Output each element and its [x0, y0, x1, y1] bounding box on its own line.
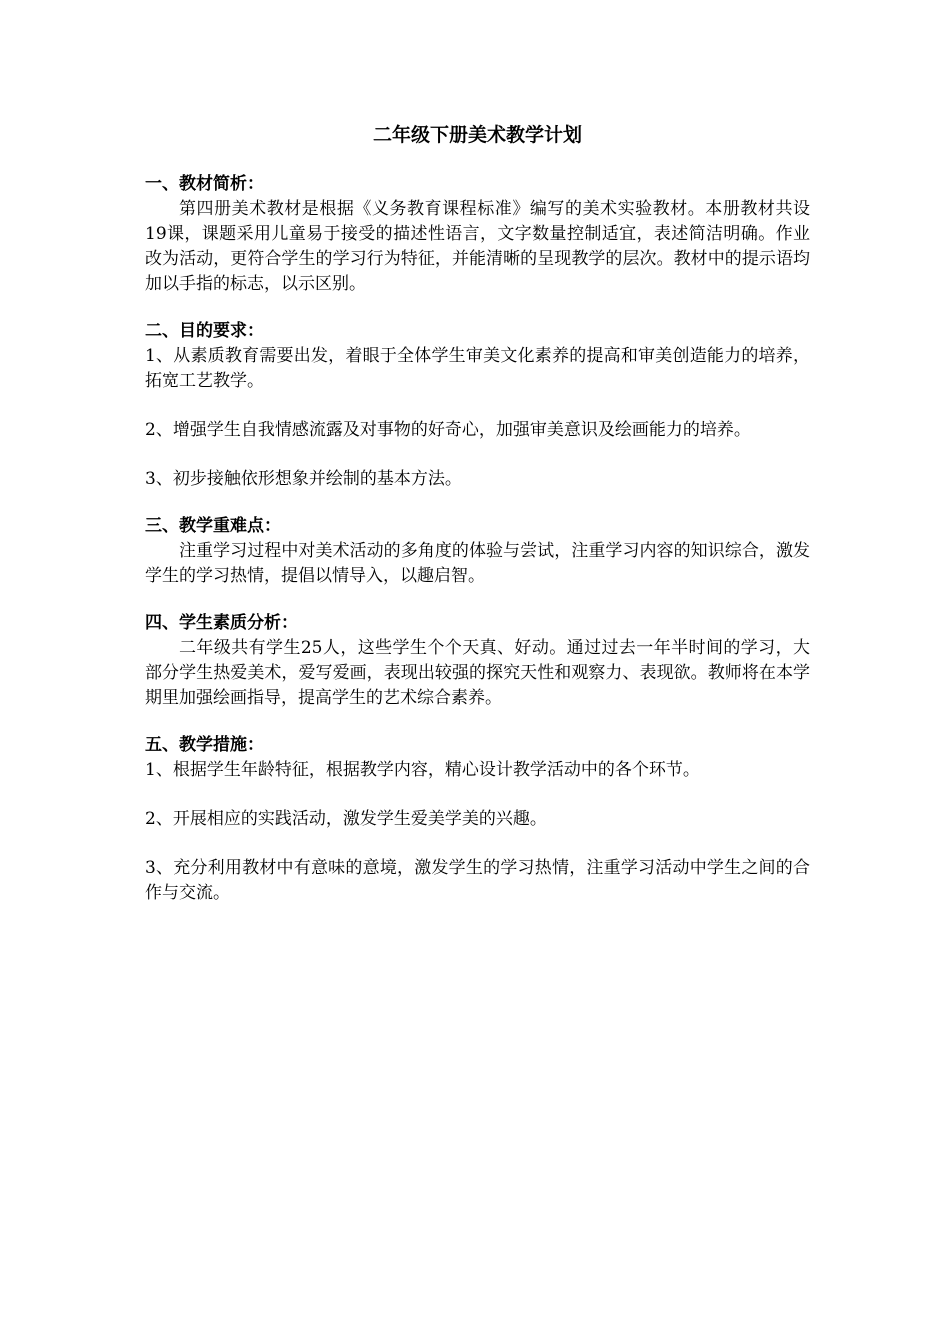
list-item: 1、从素质教育需要出发，着眼于全体学生审美文化素养的提高和审美创造能力的培养，拓宽工艺教学。	[145, 346, 810, 391]
list-item: 2、增强学生自我情感流露及对事物的好奇心，加强审美意识及绘画能力的培养。	[145, 420, 751, 440]
section-teaching-measures	[145, 733, 810, 906]
document-page	[145, 120, 810, 928]
section-key-points	[145, 514, 810, 589]
section-objectives	[145, 319, 810, 492]
section-heading: 四、学生素质分析：	[145, 613, 298, 633]
section-paragraph: 第四册美术教材是根据《义务教育课程标准》编写的美术实验教材。本册教材共设19课，课题采用儿童易于接受的描述性语言，文字数量控制适宜，表述简洁明确。作业改为活动，更符合学生的学习行为特征，并能清晰的呈现教学的层次。教材中的提示语均加以手指的标志，以示区别。	[145, 199, 810, 294]
section-paragraph: 注重学习过程中对美术活动的多角度的体验与尝试，注重学习内容的知识综合，激发学生的学习热情，提倡以情导入，以趣启智。	[145, 541, 810, 586]
section-heading: 二、目的要求：	[145, 321, 264, 341]
section-textbook-analysis	[145, 172, 810, 297]
list-item: 2、开展相应的实践活动，激发学生爱美学美的兴趣。	[145, 809, 547, 829]
section-heading: 五、教学措施：	[145, 735, 264, 755]
section-heading: 三、教学重难点：	[145, 516, 281, 536]
list-item: 3、充分利用教材中有意味的意境，激发学生的学习热情，注重学习活动中学生之间的合作与交流。	[145, 858, 810, 903]
section-student-analysis	[145, 611, 810, 711]
list-item: 1、根据学生年龄特征，根据教学内容，精心设计教学活动中的各个环节。	[145, 760, 700, 780]
document-title: 二年级下册美术教学计划	[372, 124, 582, 146]
section-paragraph: 二年级共有学生25人，这些学生个个天真、好动。通过过去一年半时间的学习，大部分学生热爱美术，爱写爱画，表现出较强的探究天性和观察力、表现欲。教师将在本学期里加强绘画指导，提高学生的艺术综合素养。	[145, 638, 810, 708]
list-item: 3、初步接触依形想象并绘制的基本方法。	[145, 469, 462, 489]
section-heading: 一、教材简析：	[145, 174, 264, 194]
